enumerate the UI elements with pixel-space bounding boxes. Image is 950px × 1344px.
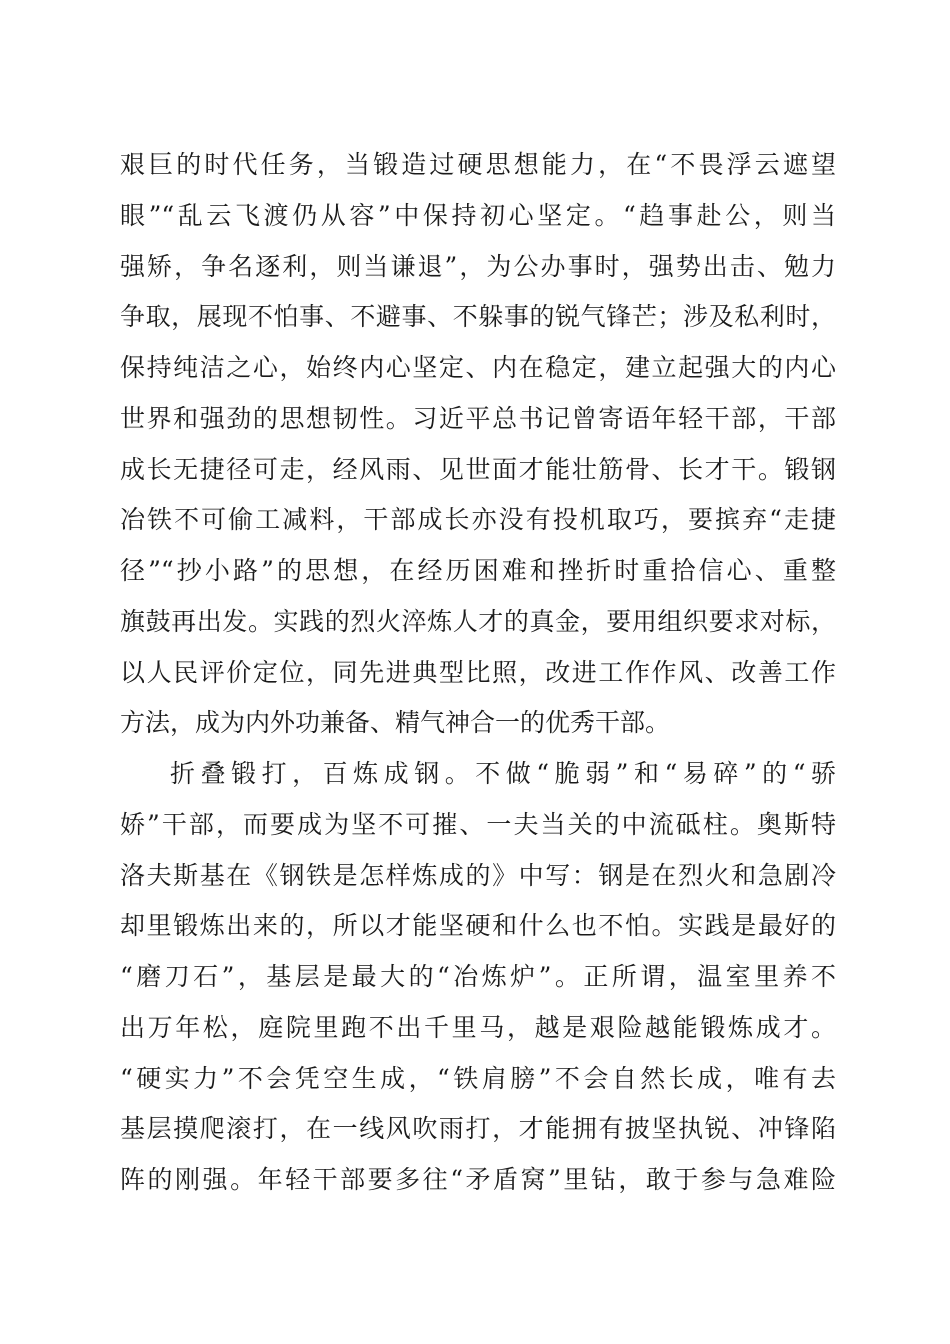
text-line: 成长无捷径可走，经风雨、见世面才能壮筋骨、长才干。锻钢	[120, 454, 836, 484]
text-line: 却里锻炼出来的，所以才能坚硬和什么也不怕。实践是最好的	[120, 911, 836, 941]
paragraph-2	[120, 749, 836, 1206]
text-line: 折叠锻打，百炼成钢。不做“脆弱”和“易碎”的“骄	[170, 759, 836, 788]
text-line: “硬实力”不会凭空生成，“铁肩膀”不会自然长成，唯有去	[120, 1063, 836, 1093]
text-line: 眼”“乱云飞渡仍从容”中保持初心坚定。“趋事赴公，则当	[120, 200, 836, 230]
text-line: 娇”干部，而要成为坚不可摧、一夫当关的中流砥柱。奥斯特	[120, 809, 836, 839]
text-line: 径”“抄小路”的思想，在经历困难和挫折时重拾信心、重整	[120, 556, 836, 585]
text-line: 冶铁不可偷工减料，干部成长亦没有投机取巧，要摈弃“走捷	[120, 505, 836, 535]
text-line: 保持纯洁之心，始终内心坚定、内在稳定，建立起强大的内心	[120, 353, 836, 382]
body-text	[120, 140, 836, 1206]
text-line: 基层摸爬滚打，在一线风吹雨打，才能拥有披坚执锐、冲锋陷	[120, 1114, 836, 1144]
text-line: 强矫，争名逐利，则当谦退”，为公办事时，强势出击、勉力	[120, 251, 836, 281]
text-line: 阵的刚强。年轻干部要多往“矛盾窝”里钻，敢于参与急难险	[120, 1165, 836, 1194]
text-line: 世界和强劲的思想韧性。习近平总书记曾寄语年轻干部，干部	[120, 403, 836, 433]
text-line: 旗鼓再出发。实践的烈火淬炼人才的真金，要用组织要求对标，	[120, 606, 836, 636]
text-line: 洛夫斯基在《钢铁是怎样炼成的》中写：钢是在烈火和急剧冷	[120, 860, 836, 890]
text-line: “磨刀石”，基层是最大的“冶炼炉”。正所谓，温室里养不	[120, 962, 836, 991]
text-line: 争取，展现不怕事、不避事、不躲事的锐气锋芒；涉及私利时，	[120, 302, 836, 332]
text-line: 以人民评价定位，同先进典型比照，改进工作作风、改善工作	[120, 657, 836, 687]
text-line: 艰巨的时代任务，当锻造过硬思想能力，在“不畏浮云遮望	[120, 150, 836, 179]
paragraph-1	[120, 140, 836, 749]
text-line: 出万年松，庭院里跑不出千里马，越是艰险越能锻炼成才。	[120, 1012, 836, 1042]
text-line: 方法，成为内外功兼备、精气神合一的优秀干部。	[120, 708, 671, 738]
